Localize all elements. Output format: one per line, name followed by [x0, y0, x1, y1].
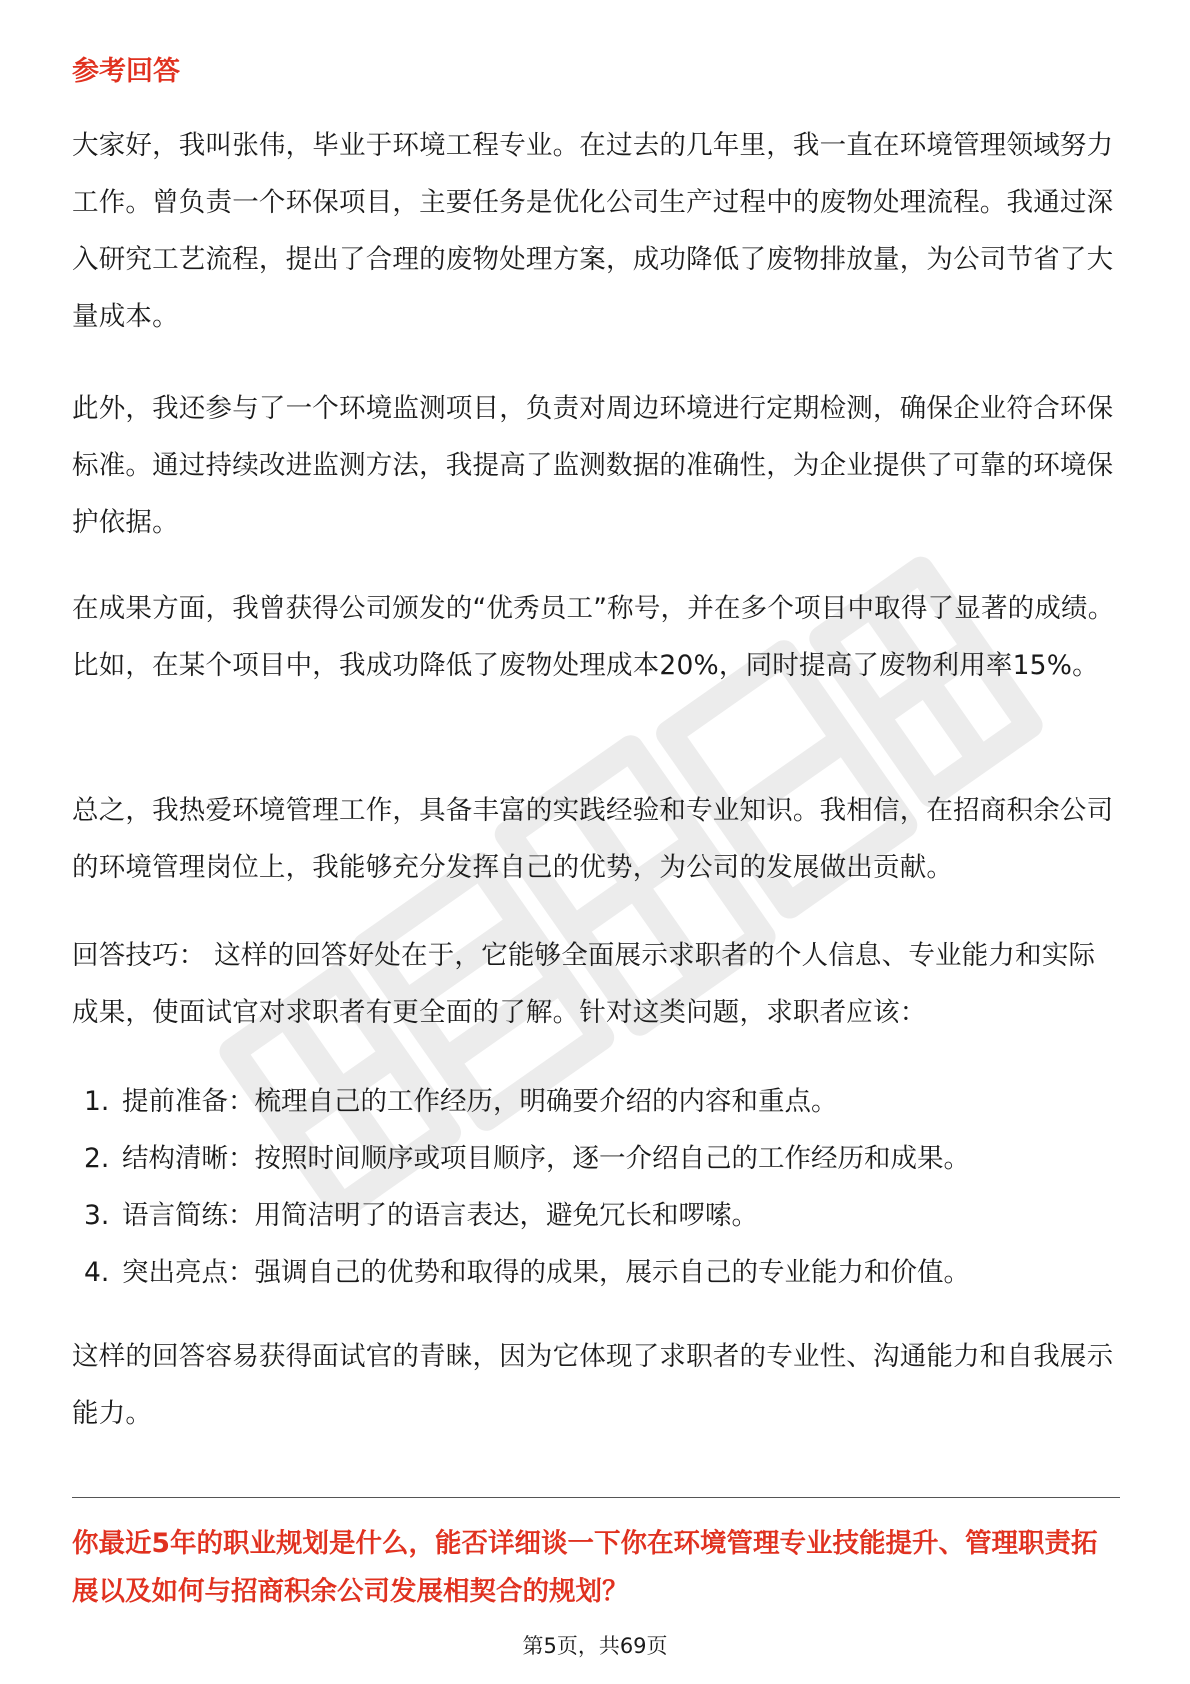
answer-paragraph-3: 在成果方面，我曾获得公司颁发的“优秀员工”称号，并在多个项目中取得了显著的成绩。比如，在某个项目中，我成功降低了废物处理成本20%，同时提高了废物利用率15%。 — [72, 593, 1115, 681]
closing-paragraph: 这样的回答容易获得面试官的青睐，因为它体现了求职者的专业性、沟通能力和自我展示能力。 — [72, 1341, 1114, 1429]
section-heading: 参考回答 — [72, 56, 180, 87]
list-item — [84, 1187, 970, 1244]
section-divider — [72, 1497, 1120, 1498]
tips-list — [84, 1073, 970, 1301]
list-item-number: 2. — [84, 1143, 110, 1174]
list-item-number: 1. — [84, 1086, 110, 1117]
answer-paragraph-4: 总之，我热爱环境管理工作，具备丰富的实践经验和专业知识。我相信，在招商积余公司的环境管理岗位上，我能够充分发挥自己的优势，为公司的发展做出贡献。 — [72, 795, 1114, 883]
answer-paragraph-2: 此外，我还参与了一个环境监测项目，负责对周边环境进行定期检测，确保企业符合环保标准。通过持续改进监测方法，我提高了监测数据的准确性，为企业提供了可靠的环境保护依据。 — [72, 393, 1114, 538]
list-item-number: 3. — [84, 1200, 110, 1231]
answer-paragraph-1: 大家好，我叫张伟，毕业于环境工程专业。在过去的几年里，我一直在环境管理领域努力工作。曾负责一个环保项目，主要任务是优化公司生产过程中的废物处理流程。我通过深入研究工艺流程，提出了合理的废物处理方案，成功降低了废物排放量，为公司节省了大量成本。 — [72, 130, 1114, 332]
list-item-text: 语言简练：用简洁明了的语言表达，避免冗长和啰嗦。 — [122, 1200, 758, 1231]
tips-intro-paragraph: 回答技巧： 这样的回答好处在于，它能够全面展示求职者的个人信息、专业能力和实际成果，使面试官对求职者有更全面的了解。针对这类问题，求职者应该： — [72, 940, 1096, 1028]
list-item — [84, 1073, 970, 1130]
list-item — [84, 1244, 970, 1301]
list-item — [84, 1130, 970, 1187]
list-item-text: 结构清晰：按照时间顺序或项目顺序，逐一介绍自己的工作经历和成果。 — [122, 1143, 970, 1174]
document-page — [72, 0, 1120, 1684]
list-item-number: 4. — [84, 1257, 110, 1288]
next-question: 你最近5年的职业规划是什么，能否详细谈一下你在环境管理专业技能提升、管理职责拓展以及如何与招商积余公司发展相契合的规划？ — [72, 1528, 1098, 1607]
list-item-text: 提前准备：梳理自己的工作经历，明确要介绍的内容和重点。 — [122, 1086, 838, 1117]
list-item-text: 突出亮点：强调自己的优势和取得的成果，展示自己的专业能力和价值。 — [122, 1257, 970, 1288]
page-number-footer: 第5页，共69页 — [522, 1634, 668, 1658]
